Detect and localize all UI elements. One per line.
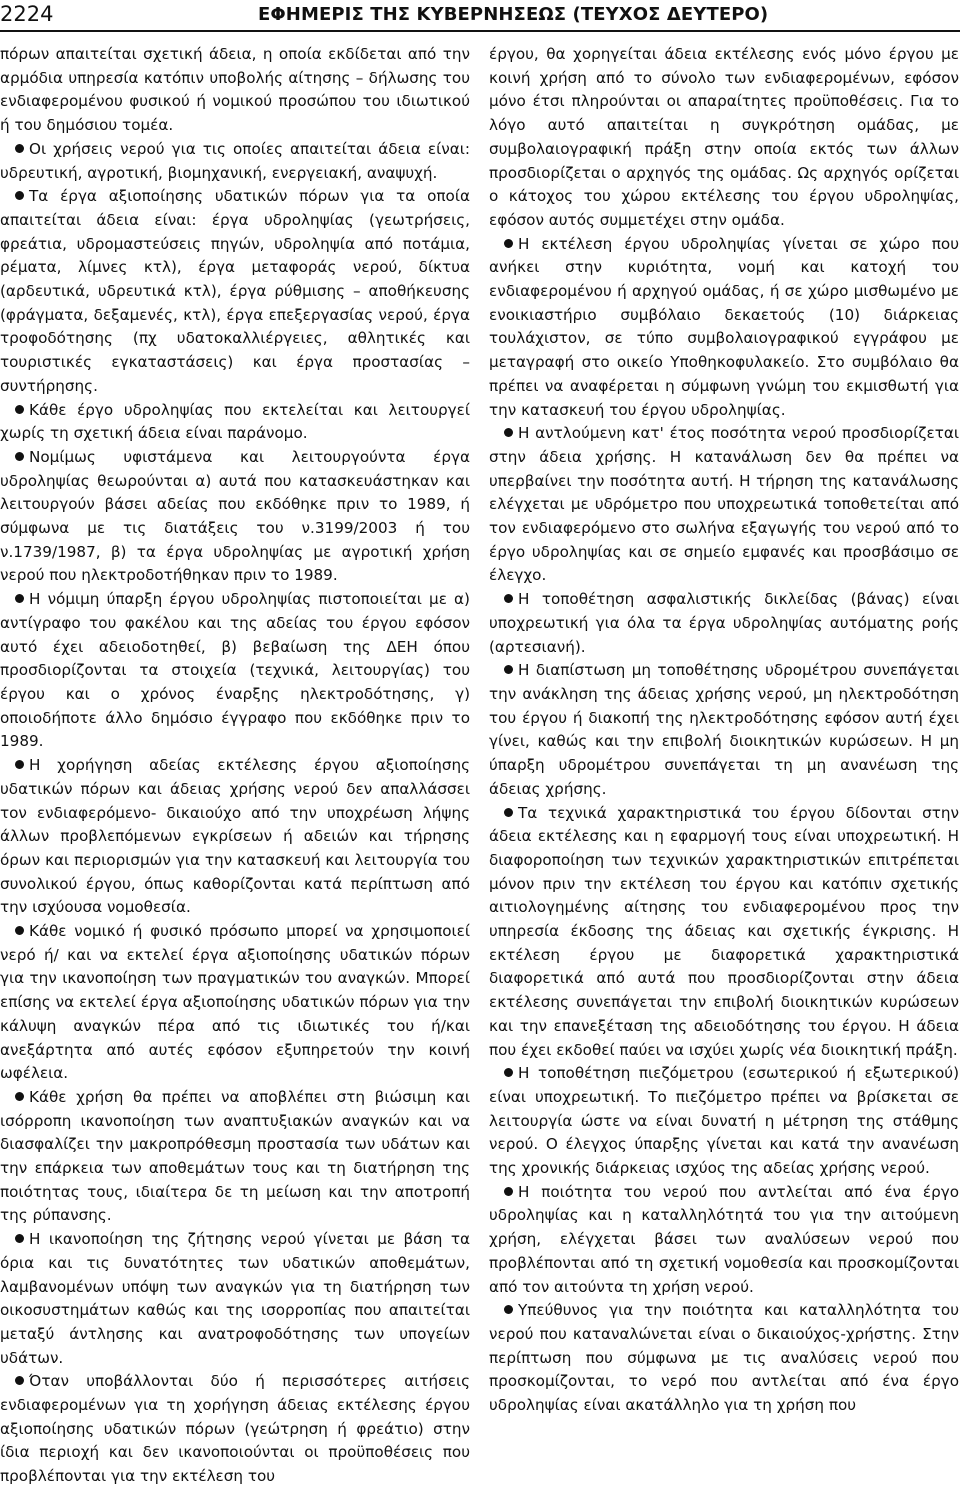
bullet-dot-icon — [504, 665, 513, 674]
paragraph-text: Η ικανοποίηση της ζήτησης νερού γίνεται με βάση τα όρια και τις δυνατότητες των υδατικών αποθεμάτων, λαμβανομένων υπόψη των αναγκών για τη διατήρηση των οικοσυστημάτων καθώς και της ισορροπίας που απαιτείται μεταξύ άντλησης και ανατροφοδότησης των υπογείων υδάτων. — [0, 1230, 470, 1367]
bullet-paragraph — [489, 659, 959, 801]
paragraph-text: Νομίμως υφιστάμενα και λειτουργούντα έργα υδροληψίας θεωρούνται α) αυτά που κατασκευάστηκαν και λειτουργούν βάσει αδείας που εκδόθηκε πριν το 1989, ή σύμφωνα με τις διατάξεις του ν.3199/2003 ή του ν.1739/1987, β) τα έργα υδροληψίας με αγροτική χρήση νερού που ηλεκτροδοτήθηκαν πριν το 1989. — [0, 447, 470, 585]
bullet-paragraph — [489, 802, 959, 1063]
running-title: ΕΦΗΜΕΡΙΣ ΤΗΣ ΚΥΒΕΡΝΗΣΕΩΣ (ΤΕΥΧΟΣ ΔΕΥΤΕΡΟ) — [258, 4, 769, 25]
bullet-dot-icon — [504, 239, 513, 248]
bullet-paragraph — [0, 920, 470, 1086]
bullet-dot-icon — [15, 926, 24, 935]
paragraph-text: Τα τεχνικά χαρακτηριστικά του έργου δίδονται στην άδεια εκτέλεσης και η εφαρμογή τους είναι υποχρεωτική. Η διαφοροποίηση των τεχνικών χαρακτηριστικών επιτρέπεται μόνον πριν την εκτέλεση του έργου και κατόπιν σχετικής αιτιολογημένης αίτησης του ενδιαφερομένου προς την υπηρεσία έκδοσης της άδειας και σχετικής έγκρισης. Η εκτέλεση έργου με διαφορετικά χαρακτηριστικά διαφορετικά από αυτά που προσδιορίζονται στην άδεια εκτέλεσης συνεπάγεται την επιβολή διοικητικών κυρώσεων και την επανεξέταση της αδειοδότησης του έργου. Η άδεια που έχει εκδοθεί παύει να ισχύει χωρίς νέα διοικητική πράξη. — [489, 803, 959, 1059]
bullet-dot-icon — [15, 1234, 24, 1243]
bullet-paragraph — [489, 1062, 959, 1181]
bullet-paragraph — [489, 1181, 959, 1300]
bullet-paragraph — [489, 422, 959, 588]
paragraph-text: Η τοποθέτηση ασφαλιστικής δικλείδας (βάνας) είναι υποχρεωτική για όλα τα έργα υδροληψίας αυτόματης ροής (αρτεσιανή). — [489, 590, 959, 656]
bullet-paragraph — [0, 1370, 470, 1489]
bullet-paragraph — [0, 446, 470, 588]
paragraph: πόρων απαιτείται σχετική άδεια, η οποία εκδίδεται από την αρμόδια υπηρεσία κατόπιν υποβολής αίτησης – δήλωσης του ενδιαφερομένου φυσικού ή νομικού προσώπου του ιδιωτικού ή του δημόσιου τομέα. — [0, 45, 470, 135]
paragraph-text: Κάθε χρήση θα πρέπει να αποβλέπει στη βιώσιμη και ισόρροπη ικανοποίηση των αναπτυξιακών αναγκών και να διασφαλίζει την μακροπρόθεσμη προστασία των υδάτων και την επάρκεια των αποθεμάτων τους και τη διατήρηση της ποιότητας τους, ιδιαίτερα δε τη μείωση και την αποτροπή της ρύπανσης. — [0, 1087, 470, 1225]
paragraph-text: Κάθε νομικό ή φυσικό πρόσωπο μπορεί να χρησιμοποιεί νερό ή/ και να εκτελεί έργα αξιοποίησης υδατικών πόρων για την ικανοποίηση των πραγματικών του αναγκών. Μπορεί επίσης να εκτελεί έργα αξιοποίησης υδατικών πόρων για την κάλυψη αναγκών πέρα από τις ιδιωτικές του ή/και ανεξάρτητα από αυτές εφόσον εξυπηρετούν την κοινή ωφέλεια. — [0, 922, 470, 1083]
paragraph-text: Η εκτέλεση έργου υδροληψίας γίνεται σε χώρο που ανήκει στην κυριότητα, νομή και κατοχή του ενδιαφερομένου ή αρχηγού ομάδας, ή σε χώρο μισθωμένο με ενοικιαστήριο συμβόλαιο δεκαετούς (10) διάρκειας τουλάχιστον, σε τύπο συμβολαιογραφικού εγγράφου με μεταγραφή στο οικείο Υποθηκοφυλακείο. Στο συμβόλαιο θα πρέπει να αναφέρεται η σύμφωνη γνώμη του εκμισθωτή για την κατασκευή του έργου υδροληψίας. — [489, 234, 959, 419]
bullet-paragraph — [0, 588, 470, 754]
left-column — [0, 43, 470, 1486]
paragraph-text: Η νόμιμη ύπαρξη έργου υδροληψίας πιστοποιείται με α) αντίγραφο του φακέλου και της αδείας του έργου εφόσον αυτό έχει αδειοδοτηθεί, β) βεβαίωση της ΔΕΗ όπου προσδιορίζονται τα στοιχεία (τεχνικά, λειτουργίας) του έργου και ο χρόνος έναρξης ηλεκτροδότησης, γ) οποιοδήποτε άλλο δημόσιο έγγραφο που εκδόθηκε πριν το 1989. — [0, 590, 470, 751]
paragraph-text: Κάθε έργο υδροληψίας που εκτελείται και λειτουργεί χωρίς τη σχετική άδεια είναι παράνομο. — [0, 400, 470, 443]
paragraph-text: Οι χρήσεις νερού για τις οποίες απαιτείται άδεια είναι: υδρευτική, αγροτική, βιομηχανική, ενεργειακή, αναψυχή. — [0, 139, 470, 182]
bullet-dot-icon — [504, 808, 513, 817]
paragraph-text: Η χορήγηση αδείας εκτέλεσης έργου αξιοποίησης υδατικών πόρων και άδειας χρήσης νερού δεν απαλλάσσει τον ενδιαφερόμενο- δικαιούχο από την υποχρέωση λήψης άλλων προβλεπόμενων εγκρίσεων ή αδειών και τήρησης όρων και περιορισμών για την κατασκευή και λειτουργία του συνολικού έργου, όπως καθορίζονται κατά περίπτωση από την ισχύουσα νομοθεσία. — [0, 756, 470, 917]
page-number: 2224 — [0, 2, 54, 26]
bullet-paragraph — [489, 1299, 959, 1418]
bullet-dot-icon — [504, 428, 513, 437]
right-column — [489, 43, 959, 1428]
paragraph-text: Η διαπίστωση μη τοποθέτησης υδρομέτρου συνεπάγεται την ανάκληση της άδειας χρήσης νερού, μη ηλεκτροδότηση του έργου ή διακοπή της ηλεκτροδότησης εφόσον αυτή έχει γίνει, καθώς και την επιβολή διοικητικών κυρώσεων. Η μη ύπαρξη υδρομέτρου συνεπάγεται τη μη ανανέωση της άδειας χρήσης. — [489, 661, 959, 798]
paragraph-text: Τα έργα αξιοποίησης υδατικών πόρων για τα οποία απαιτείται άδεια είναι: έργα υδροληψίας (γεωτρήσεις, φρεάτια, υδρομαστεύσεις πηγών, υδροληψία από ποτάμια, ρέματα, λίμνες κτλ), έργα μεταφοράς νερού, δίκτυα (αρδευτικά, υδρευτικά κτλ), έργα ρύθμισης – αποθήκευσης (φράγματα, δεξαμενές, κτλ), έργα επεξεργασίας νερού, έργα τροφοδότησης (πχ υδατοκαλλιέργειες, αθλητικές και τουριστικές εγκαταστάσεις) και έργα προστασίας – συντήρησης. — [0, 187, 470, 395]
bullet-dot-icon — [15, 405, 24, 414]
bullet-dot-icon — [15, 594, 24, 603]
bullet-dot-icon — [504, 1187, 513, 1196]
bullet-dot-icon — [15, 144, 24, 153]
bullet-dot-icon — [504, 594, 513, 603]
bullet-dot-icon — [15, 452, 24, 461]
paragraph-text: Η αντλούμενη κατ' έτος ποσότητα νερού προσδιορίζεται στην άδεια χρήσης. Η κατανάλωση δεν θα πρέπει να υπερβαίνει την ποσότητα αυτή. Η τήρηση της κατανάλωσης ελέγχεται με υδρόμετρο που υποχρεωτικά τοποθετείται από τον ενδιαφερόμενο στο σωλήνα εξαγωγής του νερού από το έργο υδροληψίας και σε σημείο εμφανές και προσβάσιμο σε έλεγχο. — [489, 424, 959, 585]
bullet-dot-icon — [15, 1092, 24, 1101]
paragraph-text: Όταν υποβάλλονται δύο ή περισσότερες αιτήσεις ενδιαφερομένων για τη χορήγηση άδειας εκτέλεσης έργου αξιοποίησης υδατικών πόρων (γεώτρηση ή φρεάτιο) στην ίδια περιοχή και δεν ικανοποιούνται οι προϋποθέσεις που προβλέπονται για την εκτέλεση του — [0, 1372, 470, 1486]
bullet-paragraph — [489, 588, 959, 659]
bullet-paragraph — [0, 1086, 470, 1228]
bullet-dot-icon — [15, 760, 24, 769]
page-header — [0, 0, 960, 32]
paragraph: έργου, θα χορηγείται άδεια εκτέλεσης ενός μόνο έργου με κοινή χρήση από το σύνολο των ενδιαφερομένων, εφόσον μόνο έτσι πληρούνται οι απαραίτητες προϋποθέσεις. Για το λόγο αυτό απαιτείται η συγκρότηση ομάδας, με συμβολαιογραφική πράξη στην οποία εκτός των άλλων προσδιορίζεται ο αρχηγός της ομάδας. Ως αρχηγός ορίζεται ο κάτοχος του χώρου εκτέλεσης του έργου υδροληψίας, εφόσον αυτός συμμετέχει στην ομάδα. — [489, 45, 959, 229]
paragraph-text: Η τοποθέτηση πιεζόμετρου (εσωτερικού ή εξωτερικού) είναι υποχρεωτική. Το πιεζόμετρο πρέπει να βρίσκεται σε λειτουργία ώστε να είναι δυνατή η μέτρηση της στάθμης νερού. Ο έλεγχος ύπαρξης γίνεται και κατά την ανανέωση της χρονικής διάρκειας ισχύος της αδείας χρήσης νερού. — [489, 1064, 959, 1178]
bullet-dot-icon — [504, 1305, 513, 1314]
bullet-paragraph — [0, 399, 470, 446]
paragraph-text: Η ποιότητα του νερού που αντλείται από ένα έργο υδροληψίας και η καταλληλότητά του για την αιτούμενη χρήση, ελέγχεται βάσει των αναλύσεων νερού που προβλέπονται από τη σχετική νομοθεσία και προσκομίζονται από τον αιτούντα τη χρήση νερού. — [489, 1182, 959, 1296]
bullet-paragraph — [489, 233, 959, 423]
bullet-paragraph — [0, 754, 470, 920]
bullet-paragraph — [0, 1228, 470, 1370]
bullet-dot-icon — [15, 191, 24, 200]
bullet-paragraph — [0, 185, 470, 398]
paragraph-text: Υπεύθυνος για την ποιότητα και καταλληλότητα του νερού που καταναλώνεται είναι ο δικαιούχος-χρήστης. Στην περίπτωση που σύμφωνα με τις αναλύσεις νερού που προσκομίζονται, το νερό που αντλείται από ένα έργο υδροληψίας είναι ακατάλληλο για τη χρήση που — [489, 1301, 959, 1415]
bullet-dot-icon — [15, 1376, 24, 1385]
bullet-paragraph — [0, 138, 470, 185]
bullet-dot-icon — [504, 1068, 513, 1077]
